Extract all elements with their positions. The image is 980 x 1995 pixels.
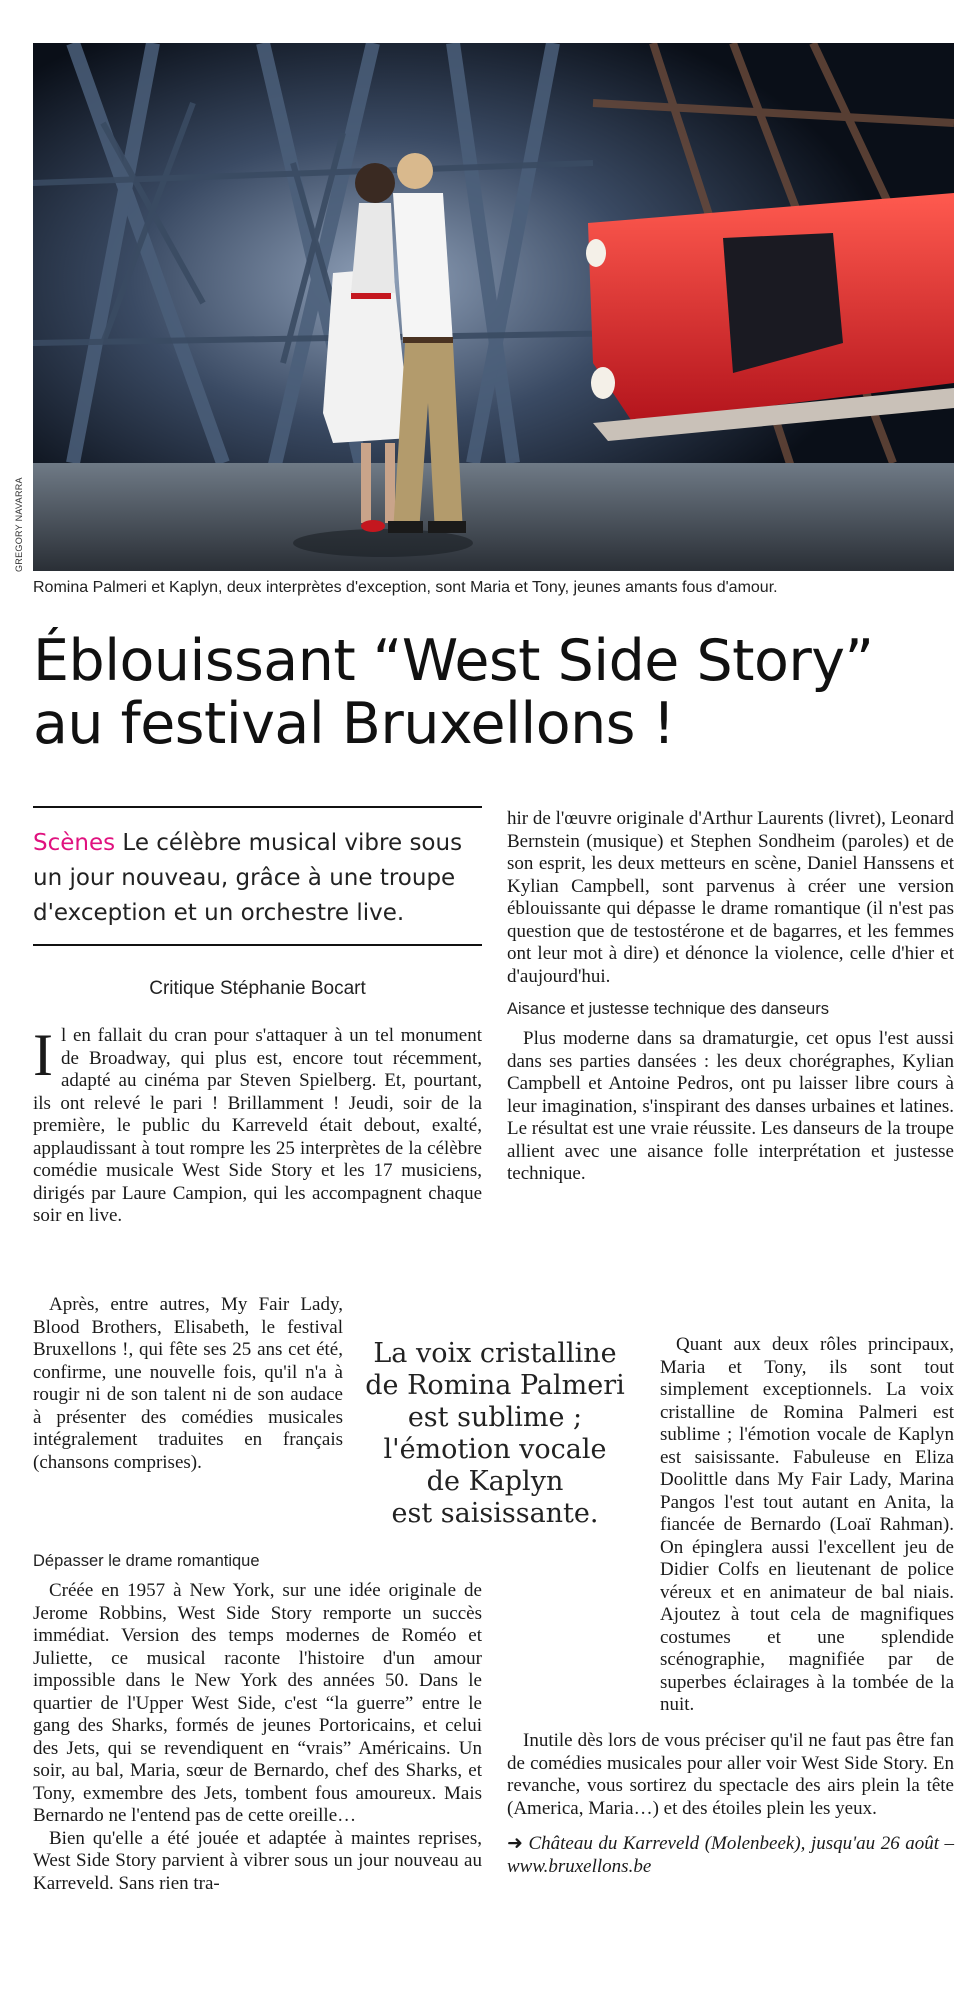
article-column-left-bottom <box>33 1540 482 1895</box>
intro-rule-bottom <box>33 944 482 946</box>
photo-caption: Romina Palmeri et Kaplyn, deux interprètes d'exception, sont Maria et Tony, jeunes amants fous d'amour. <box>33 579 778 596</box>
venue-info: ➜ Château du Karreveld (Molenbeek), jusqu'au 26 août – www.bruxellons.be <box>507 1832 954 1877</box>
paragraph-2: Après, entre autres, My Fair Lady, Blood Brothers, Elisabeth, le festival Bruxellons !, qui fête ses 25 ans cet été, confirme, une nouvelle fois, qu'il n'a à rougir ni de son talent ni de son audace à présenter des comédies musicales intégralement traduites en français (chansons comprises). <box>33 1294 343 1473</box>
byline: Critique Stéphanie Bocart <box>149 978 366 999</box>
pull-quote: La voix cristalline de Romina Palmeri est sublime ; l'émotion vocale de Kaplyn est saisissante. <box>365 1338 625 1529</box>
paragraph-5: hir de l'œuvre originale d'Arthur Laurents (livret), Leonard Bernstein (musique) et Stephen Sondheim (paroles) et de son esprit, les deux metteurs en scène, Daniel Hanssens et Kylian Campbell, sont parvenus à créer une version éblouissante qui dépasse le drame romantique (il n'est pas question que de testostérone et de bagarres, et les femmes ont leur mot à dire) et dénonce la violence, celle d'hier et d'aujourd'hui. <box>507 808 954 987</box>
hero-photo <box>33 43 954 571</box>
paragraph-8: Inutile dès lors de vous préciser qu'il ne faut pas être fan de comédies musicales pour aller voir West Side Story. En revanche, vous sortirez du spectacle des airs plein la tête (America, Maria…) et des étoiles plein les yeux. <box>507 1730 954 1819</box>
stage-scene-illustration <box>33 43 954 571</box>
intro-text: Le célèbre musical vibre sous un jour nouveau, grâce à une troupe d'exception et un orchestre live. <box>33 830 463 926</box>
paragraph-6: Plus moderne dans sa dramaturgie, cet opus l'est aussi dans ses parties dansées : les deux chorégraphes, Kylian Campbell et Antoine Pedros, ont pu laisser libre cours à leur imagination, s'inspirant des danses urbaines et latines. Le résultat est une vraie réussite. Les danseurs de la troupe allient avec une aisance folle interprétation et justesse technique. <box>507 1028 954 1184</box>
article-column-left-top <box>33 1022 482 1228</box>
article-intro <box>33 826 482 931</box>
arrow-right-icon: ➜ <box>507 1832 523 1854</box>
article-column-left-narrow <box>33 1294 343 1474</box>
drop-cap: I <box>33 1022 53 1088</box>
article-column-right-narrow <box>660 1334 954 1717</box>
paragraph-3: Créée en 1957 à New York, sur une idée originale de Jerome Robbins, West Side Story remporte un succès immédiat. Version des temps modernes de Roméo et Juliette, ce musical raconte l'histoire d'un amour impossible dans le New York des années 50. Dans le quartier de l'Upper West Side, c'est “la guerre” entre le gang des Sharks, formés de jeunes Portoricains, et celui des Jets, qui se revendiquent en “vrais” Américains. Un soir, au bal, Maria, sœur de Bernardo, chef des Sharks, et Tony, exmembre des Jets, tombent fous amoureux. Mais Bernardo ne l'entend pas de cette oreille… <box>33 1580 482 1826</box>
subhead-1: Dépasser le drame romantique <box>33 1552 260 1570</box>
article-column-right-top <box>507 808 954 1186</box>
rubric-label: Scènes <box>33 830 116 856</box>
photo-credit: GREGORY NAVARRA <box>14 477 24 572</box>
paragraph-7: Quant aux deux rôles principaux, Maria et Tony, ils sont tout simplement exceptionnels. La voix cristalline de Romina Palmeri est sublime ; l'émotion vocale de Kaplyn est saisissante. Fabuleuse en Eliza Doolittle dans My Fair Lady, Marina Pangos l'est tout autant en Anita, la fiancée de Bernardo (Loaï Rahman). On épinglera aussi l'excellent jeu de Didier Colfs en lieutenant de police véreux et en animateur de bal niais. Ajoutez à tout cela de magnifiques costumes et une splendide scénographie, magnifiée par de superbes éclairages à la tombée de la nuit. <box>660 1334 954 1715</box>
article-column-right-bottom <box>507 1730 954 1878</box>
paragraph-1: Il en fallait du cran pour s'attaquer à un tel monument de Broadway, qui plus est, encore tout récemment, adapté au cinéma par Steven Spielberg. Et, pourtant, ils ont relevé le pari ! Brillamment ! Jeudi, soir de la première, le public du Karreveld était debout, exalté, applaudissant à tout rompre les 25 interprètes de la célèbre comédie musicale West Side Story et les 17 musiciens, dirigés par Laure Campion, qui les accompagnent chaque soir en live. <box>33 1022 482 1226</box>
intro-rule-top <box>33 806 482 808</box>
headline-line-2: au festival Bruxellons ! <box>33 691 675 757</box>
article-headline <box>33 630 953 756</box>
headline-line-1: Éblouissant “West Side Story” <box>33 628 874 694</box>
paragraph-4: Bien qu'elle a été jouée et adaptée à maintes reprises, West Side Story parvient à vibrer sous un jour nouveau au Karreveld. Sans rien tra- <box>33 1827 482 1894</box>
subhead-2: Aisance et justesse technique des danseurs <box>507 1000 829 1018</box>
